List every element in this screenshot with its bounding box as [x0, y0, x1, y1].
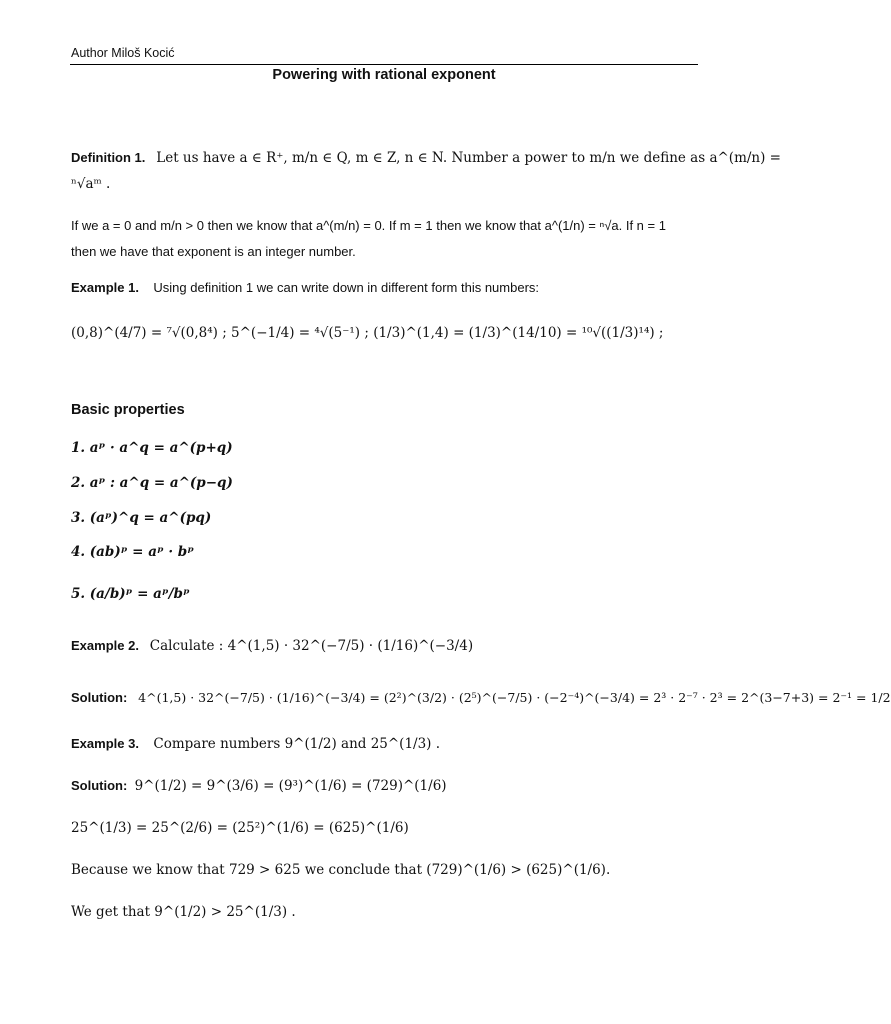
property-3: 3. (aᵖ)^q = a^(pq)	[71, 510, 212, 526]
example-2	[71, 638, 708, 654]
solution-2-text: 4^(1,5) · 32^(−7/5) · (1/16)^(−3/4) = (2²)^(3/2) · (2⁵)^(−7/5) · (−2⁻⁴)^(−3/4) = 2³ · 2⁻⁷ · 2³ = 2^(3−7+3) = 2⁻¹ = 1/2	[138, 690, 891, 705]
header-rule	[70, 64, 698, 65]
example-3	[71, 736, 708, 752]
remark-line-2: then we have that exponent is an integer number.	[71, 244, 356, 259]
conclusion-line-1: Because we know that 729 > 625 we conclude that (729)^(1/6) > (625)^(1/6).	[71, 862, 611, 878]
example-1-formula: (0,8)^(4/7) = ⁷√(0,8⁴) ; 5^(−1/4) = ⁴√(5⁻¹) ; (1/3)^(1,4) = (1/3)^(14/10) = ¹⁰√((1/3)¹⁴) ;	[71, 325, 664, 341]
solution-3-label: Solution:	[71, 778, 128, 793]
author-line: Author Miloš Kocić	[71, 46, 175, 60]
example-1-text: Using definition 1 we can write down in different form this numbers:	[153, 280, 540, 295]
definition-1	[71, 150, 781, 166]
property-4: 4. (ab)ᵖ = aᵖ · bᵖ	[71, 544, 194, 560]
remark-line-1: If we a = 0 and m/n > 0 then we know that a^(m/n) = 0. If m = 1 then we know that a^(1/n) = ⁿ√a. If n = 1	[71, 218, 666, 233]
definition-1-continuation: ⁿ√aᵐ .	[71, 176, 111, 192]
solution-3-line-2: 25^(1/3) = 25^(2/6) = (25²)^(1/6) = (625)^(1/6)	[71, 820, 409, 836]
property-5: 5. (a/b)ᵖ = aᵖ/bᵖ	[71, 586, 190, 602]
solution-2	[71, 690, 891, 705]
definition-text: Let us have a ∈ R⁺, m/n ∈ Q, m ∈ Z, n ∈ N. Number a power to m/n we define as a^(m/n) =	[156, 150, 781, 166]
conclusion-line-2: We get that 9^(1/2) > 25^(1/3) .	[71, 904, 296, 920]
property-2: 2. aᵖ : a^q = a^(p−q)	[71, 475, 233, 491]
solution-3-text: 9^(1/2) = 9^(3/6) = (9³)^(1/6) = (729)^(1/6)	[134, 778, 447, 794]
definition-label: Definition 1.	[71, 150, 146, 165]
solution-3	[71, 778, 708, 794]
property-1: 1. aᵖ · a^q = a^(p+q)	[71, 440, 233, 456]
example-3-text: Compare numbers 9^(1/2) and 25^(1/3) .	[153, 736, 441, 752]
document-title: Powering with rational exponent	[272, 67, 496, 83]
example-1-label: Example 1.	[71, 280, 139, 295]
example-1	[71, 280, 708, 295]
example-3-label: Example 3.	[71, 736, 139, 751]
solution-2-label: Solution:	[71, 690, 128, 705]
example-2-label: Example 2.	[71, 638, 139, 653]
example-2-text: Calculate : 4^(1,5) · 32^(−7/5) · (1/16)^(−3/4)	[149, 638, 474, 654]
basic-properties-heading: Basic properties	[71, 402, 185, 418]
